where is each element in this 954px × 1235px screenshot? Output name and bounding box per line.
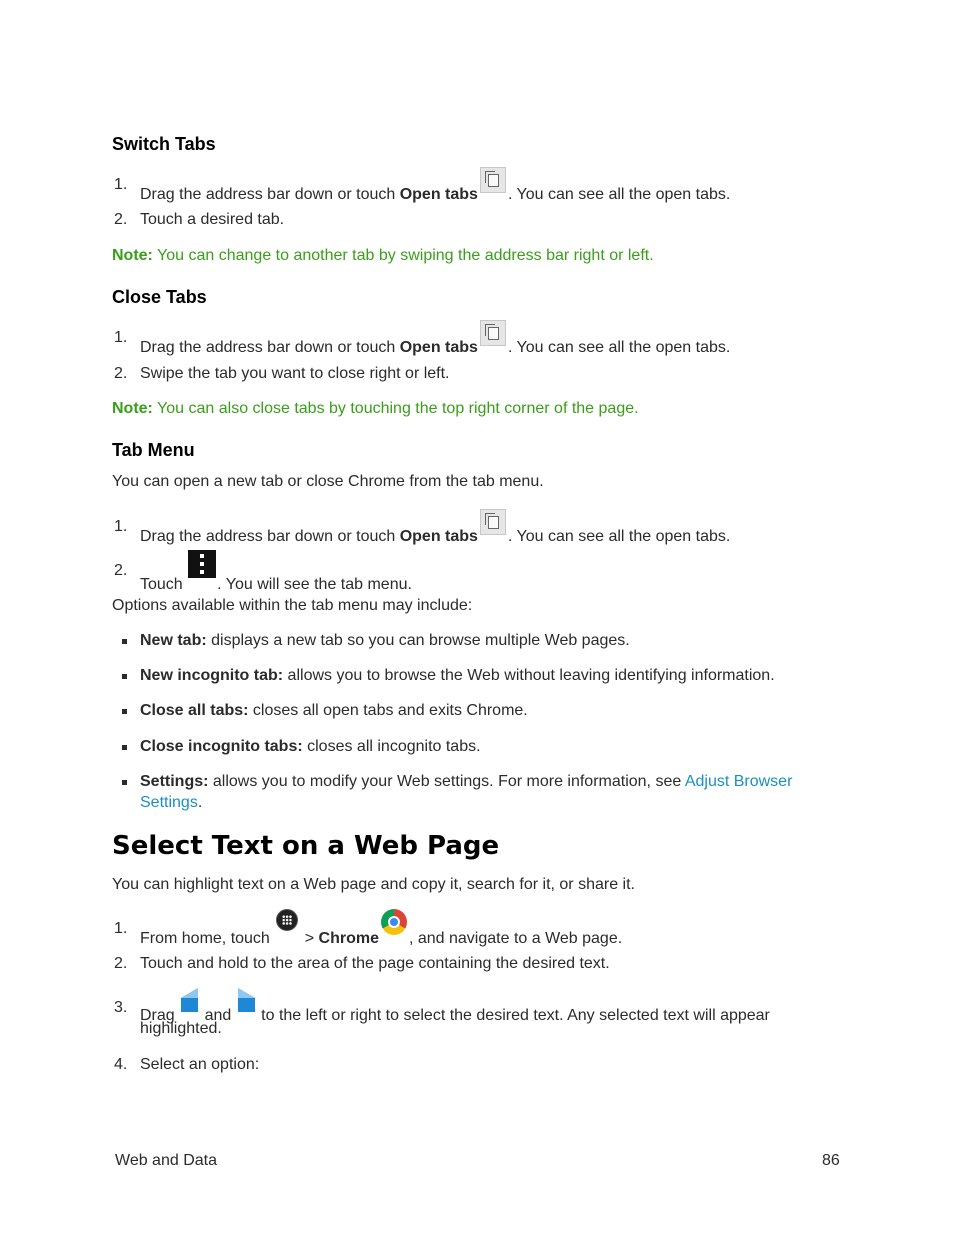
option-text-end: . [197,794,203,811]
step-number: 1. [114,176,128,193]
bullet [122,745,127,750]
close-tabs-step-2: Swipe the tab you want to close right or left. [140,365,450,382]
step-number: 2. [114,211,128,228]
heading-close-tabs: Close Tabs [112,287,207,307]
option-text: allows you to browse the Web without leaving identifying information. [283,667,775,684]
option-settings-line2 [140,794,202,812]
options-intro: Options available within the tab menu may include: [112,597,473,614]
step-bold: Open tabs [399,186,478,203]
note-switch-tabs [112,247,654,265]
step-text: Drag the address bar down or touch [140,528,400,545]
step-number: 2. [114,562,128,579]
step-number: 1. [114,329,128,346]
selection-handle-right-icon [238,988,255,1012]
step-text: From home, touch [140,930,275,947]
step-text: Drag the address bar down or touch [140,186,400,203]
bullet [122,780,127,785]
note-text: You can also close tabs by touching the top right corner of the page. [152,400,639,417]
step-text: Touch [140,576,188,593]
step-number: 4. [114,1056,128,1073]
step-text: Drag the address bar down or touch [140,339,400,356]
tab-menu-step-2 [140,550,412,593]
step-bold: Open tabs [399,528,478,545]
switch-tabs-step-2: Touch a desired tab. [140,211,285,228]
step-text: > [300,930,319,947]
note-label: Note: [112,400,153,417]
step-text: , and navigate to a Web page. [408,930,623,947]
select-text-intro: You can highlight text on a Web page and copy it, search for it, or share it. [112,876,635,893]
page-number: 86 [822,1152,840,1169]
apps-icon [276,909,298,931]
step-text: and [200,1007,236,1024]
tab-menu-intro: You can open a new tab or close Chrome from the tab menu. [112,473,544,490]
open-tabs-icon [480,509,506,535]
menu-icon [188,550,216,578]
option-text: closes all open tabs and exits Chrome. [248,702,528,719]
option-close-all-tabs [140,702,528,720]
adjust-browser-settings-link-cont[interactable]: Settings [140,794,198,811]
heading-switch-tabs: Switch Tabs [112,134,216,154]
option-text: closes all incognito tabs. [302,738,481,755]
select-text-step-3 [140,988,770,1024]
note-close-tabs [112,400,639,418]
option-new-tab [140,632,630,650]
selection-handle-left-icon [181,988,198,1012]
step-number: 3. [114,999,128,1016]
step-text: . You can see all the open tabs. [507,186,731,203]
step-number: 2. [114,955,128,972]
select-text-step-2: Touch and hold to the area of the page containing the desired text. [140,955,610,972]
step-text: Drag [140,1007,180,1024]
footer-section: Web and Data [115,1152,217,1169]
option-label: Close all tabs: [140,702,249,719]
adjust-browser-settings-link[interactable]: Adjust Browser [684,773,793,790]
option-label: New incognito tab: [140,667,284,684]
step-text: . You will see the tab menu. [217,576,412,593]
option-text: displays a new tab so you can browse multiple Web pages. [206,632,630,649]
switch-tabs-step-1 [140,167,731,203]
open-tabs-icon [480,167,506,193]
step-text: to the left or right to select the desired text. Any selected text will appear [256,1007,770,1024]
option-label: Close incognito tabs: [140,738,303,755]
close-tabs-step-1 [140,320,731,356]
bullet [122,674,127,679]
step-text: . You can see all the open tabs. [507,528,731,545]
option-settings [140,773,792,791]
option-close-incognito-tabs [140,738,481,756]
tab-menu-step-1 [140,509,731,545]
step-bold: Chrome [318,930,379,947]
step-number: 1. [114,518,128,535]
heading-select-text: Select Text on a Web Page [112,831,500,861]
bullet [122,709,127,714]
option-new-incognito-tab [140,667,775,685]
select-text-step-4: Select an option: [140,1056,260,1073]
heading-tab-menu: Tab Menu [112,440,195,460]
step-number: 2. [114,365,128,382]
open-tabs-icon [480,320,506,346]
option-text: allows you to modify your Web settings. For more information, see [208,773,685,790]
select-text-step-1 [140,909,623,947]
note-text: You can change to another tab by swiping the address bar right or left. [152,247,654,264]
step-number: 1. [114,920,128,937]
bullet [122,639,127,644]
chrome-icon [381,909,407,935]
select-text-step-3-line2: highlighted. [140,1020,222,1037]
note-label: Note: [112,247,153,264]
option-label: New tab: [140,632,207,649]
step-text: . You can see all the open tabs. [507,339,731,356]
step-bold: Open tabs [399,339,478,356]
option-label: Settings: [140,773,209,790]
